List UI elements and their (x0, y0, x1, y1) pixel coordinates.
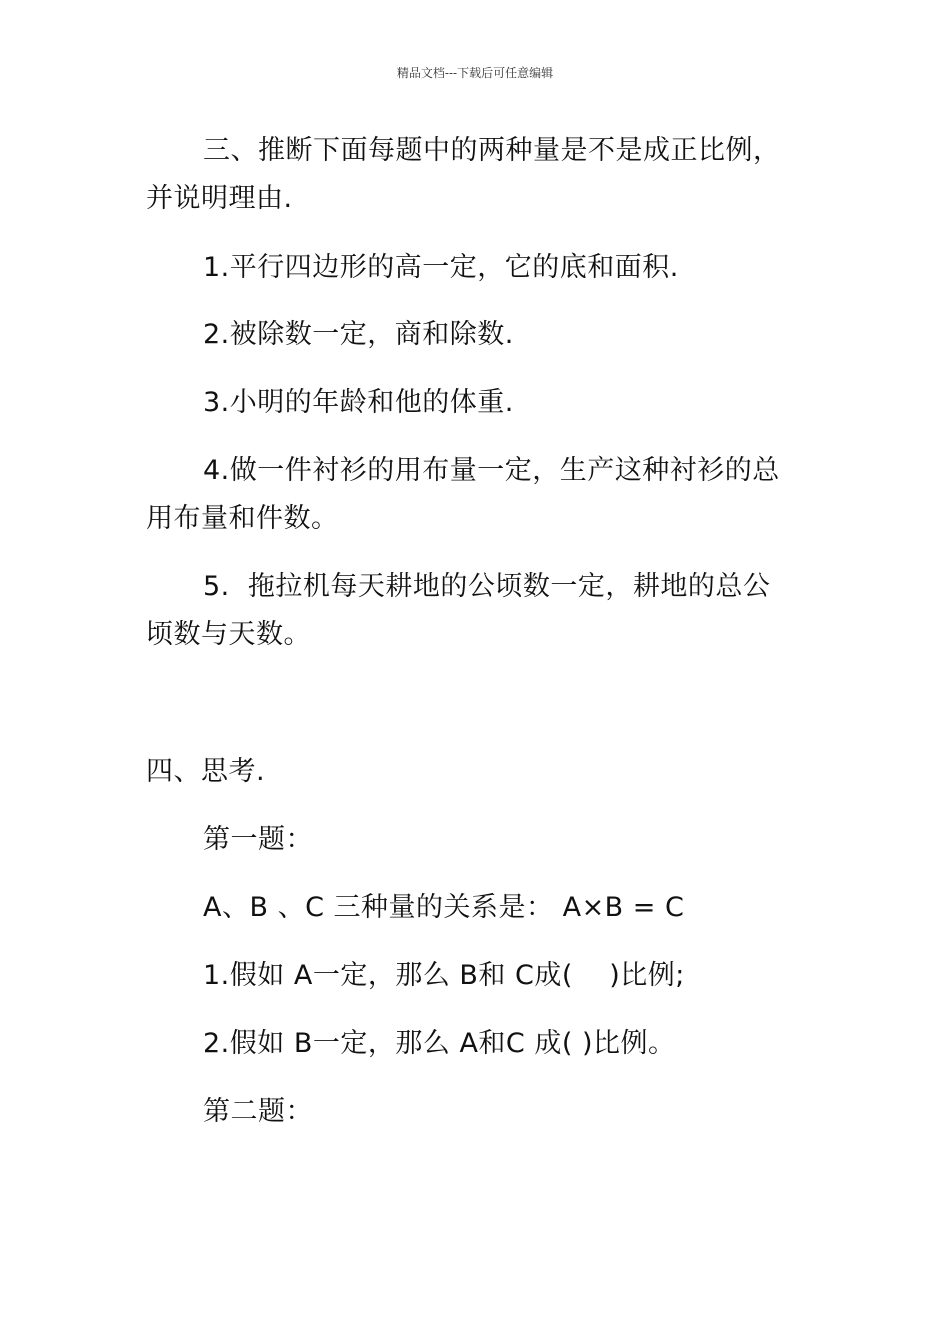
relation-statement: A、B 、C 三种量的关系是： A×B = C (203, 892, 685, 923)
section-3-heading-continued: 并说明理由. (146, 183, 293, 214)
question-2: 2.被除数一定，商和除数. (203, 319, 514, 350)
question-3: 3.小明的年龄和他的体重. (203, 387, 514, 418)
section-3-heading: 三、推断下面每题中的两种量是不是成正比例， (203, 135, 781, 166)
problem-2-title: 第二题： (203, 1096, 313, 1127)
section-4-heading: 四、思考. (146, 756, 266, 787)
problem-1-question-1: 1.假如 A一定，那么 B和 C成( )比例; (203, 960, 685, 991)
question-4-continued: 用布量和件数。 (146, 503, 339, 534)
problem-1-question-2: 2.假如 B一定，那么 A和C 成( )比例。 (203, 1028, 676, 1059)
question-5: 5. 拖拉机每天耕地的公顷数一定，耕地的总公 (203, 571, 771, 602)
question-4: 4.做一件衬衫的用布量一定，生产这种衬衫的总 (203, 455, 780, 486)
question-1: 1.平行四边形的高一定，它的底和面积. (203, 252, 679, 283)
page-header: 精品文档---下载后可任意编辑 (396, 66, 554, 80)
problem-1-title: 第一题： (203, 824, 313, 855)
question-5-continued: 顷数与天数。 (146, 619, 311, 650)
